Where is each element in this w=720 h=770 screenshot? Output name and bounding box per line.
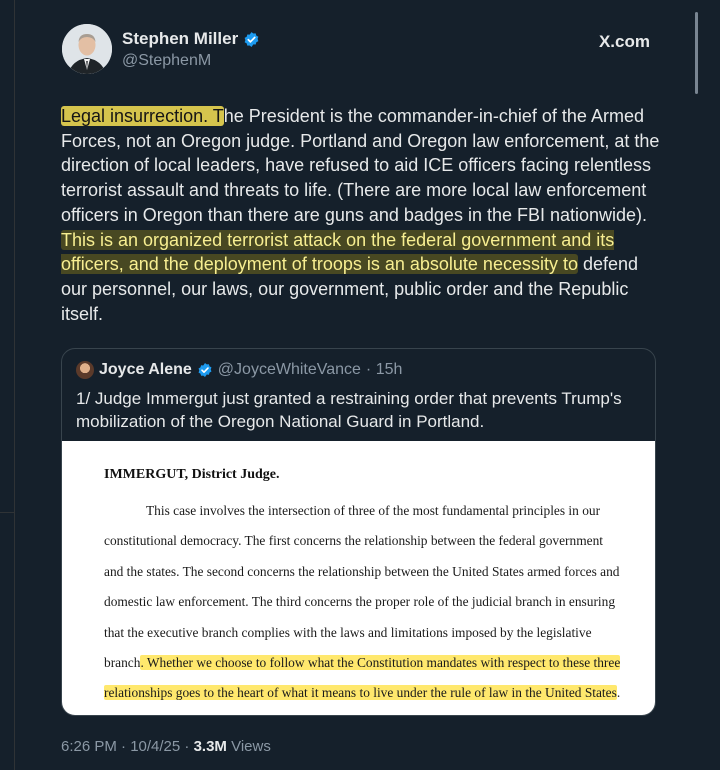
author-avatar[interactable] [62, 24, 112, 74]
left-column-divider [0, 0, 15, 770]
document-title: IMMERGUT, District Judge. [104, 467, 280, 482]
views-label: Views [226, 738, 271, 755]
court-document-image[interactable] [62, 441, 655, 715]
document-line [104, 655, 620, 671]
tweet-body [61, 104, 661, 326]
quote-avatar[interactable] [76, 361, 94, 379]
document-line [104, 685, 620, 701]
author-handle[interactable]: @StephenM [122, 52, 212, 69]
tweet-footer [61, 738, 271, 755]
document-text: branch [104, 655, 141, 670]
tweet-header [62, 24, 650, 76]
quote-verified-badge-icon [197, 362, 213, 378]
quote-author-handle[interactable]: @JoyceWhiteVance [217, 361, 361, 378]
quote-header [76, 361, 402, 379]
tweet-text-1: he President is the commander-in-chief of the Armed Forces, not an Oregon judge. Portland and Oregon law enforcement, at the direction of local leaders, have refused to aid ICE officers facing relentless terrorist assault and threats to life. (There are more local law enforcement officers in Oregon than there are guns and badges in the FBI nationwide). [61, 106, 660, 225]
scrollbar-thumb[interactable] [695, 12, 698, 94]
views-count: 3.3M [193, 738, 227, 755]
document-highlight: relationships goes to the heart of what it means to live under the rule of law in the United States [104, 685, 617, 700]
tweet-timestamp[interactable]: 6:26 PM · 10/4/25 · [61, 738, 194, 755]
tweet-text-2: defend our personnel, our laws, our government, public order and the Republic itself. [61, 254, 639, 324]
tweet-highlight-1: Legal insurrection. T [61, 106, 224, 126]
document-text: . [616, 685, 621, 700]
document-line: that the executive branch complies with the laws and limitations imposed by the legislative [104, 625, 592, 640]
document-line: domestic law enforcement. The third concerns the proper role of the judicial branch in ensuring [104, 594, 616, 609]
quoted-tweet-card[interactable] [61, 348, 656, 716]
verified-badge-icon [243, 31, 260, 48]
quote-author-name[interactable]: Joyce Alene [99, 361, 192, 378]
document-line: This case involves the intersection of three of the most fundamental principles in our [146, 503, 601, 518]
document-line: and the states. The second concerns the relationship between the United States armed forces and [104, 564, 620, 579]
quote-body: 1/ Judge Immergut just granted a restraining order that prevents Trump's mobilization of the Oregon National Guard in Portland. [76, 389, 622, 431]
avatar-man-icon [62, 24, 112, 74]
document-line: constitutional democracy. The first concerns the relationship between the federal government [104, 533, 603, 548]
document-highlight: . Whether we choose to follow what the Constitution mandates with respect to these three [140, 655, 621, 670]
x-com-logo: X.com [598, 32, 650, 51]
left-rail-separator [0, 512, 14, 513]
quote-timestamp[interactable]: · 15h [365, 361, 403, 378]
tweet-highlight-2: This is an organized terrorist attack on the federal government and its officers, and the deployment of troops is an absolute necessity to [61, 229, 615, 275]
author-name[interactable]: Stephen Miller [122, 29, 239, 48]
